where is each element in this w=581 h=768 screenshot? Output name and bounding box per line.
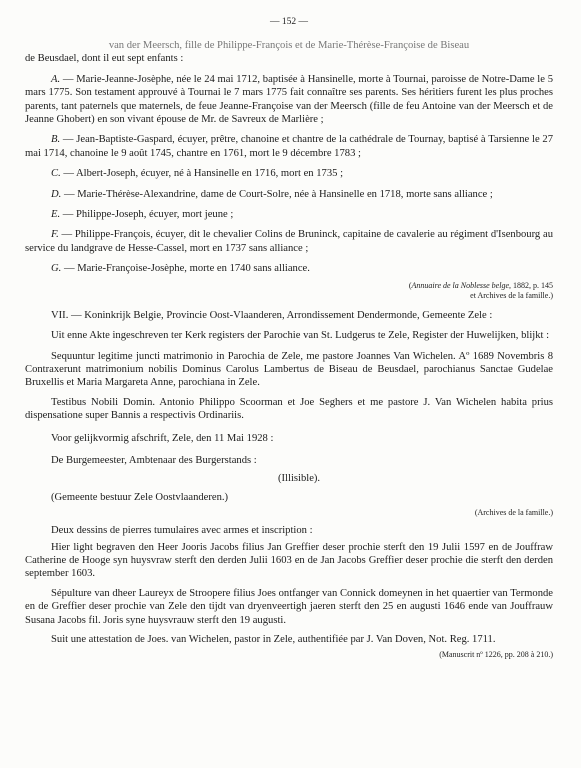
child-e-letter: E.: [51, 209, 61, 221]
child-d: [25, 188, 553, 201]
child-a-letter: A.: [51, 73, 61, 85]
child-c-text: — Albert-Joseph, écuyer, né à Hansinelle en 1716, mort en 1735 ;: [60, 168, 344, 180]
child-f: [25, 228, 553, 255]
attestation-note: Suit une attestation de Joes. van Wichelen, pastor in Zele, authentifiée par J. Van Doven, Not. Reg. 1711.: [51, 634, 496, 645]
section-vii-heading: VII. — Koninkrijk Belgie, Provincie Oost-Vlaanderen, Arrondissement Dendermonde, Gemeente Zele :: [51, 309, 493, 321]
reference-annuaire: [25, 281, 553, 291]
copy-certification: Voor gelijkvormig afschrift, Zele, den 11 Mai 1928 :: [51, 432, 274, 444]
child-d-text: — Marie-Thérèse-Alexandrine, dame de Court-Solre, née à Hansinelle en 1718, morte sans alliance ;: [61, 188, 493, 200]
child-c: [25, 167, 553, 180]
child-f-letter: F.: [51, 229, 59, 241]
reference-manuscript: (Manuscrit nº 1226, pp. 208 à 210.): [439, 650, 553, 660]
child-c-letter: C.: [51, 168, 61, 180]
intro-line: de Beusdael, dont il eut sept enfants :: [25, 53, 184, 65]
latin-record: Sequuntur legitime juncti matrimonio in Parochia de Zele, me pastore Joannes Van Wichelen. Aº 1689 Novembris 8 Contraxerunt matrimonium nobilis Dominus Carolus Lambertus de Biseau de Beusdael, parochianus Sanctae Gudelae Bruxellis et Maria Margareta Anne, parochiana in Zele.: [25, 350, 553, 389]
reference-annuaire-title: Annuaire de la Noblesse belge: [411, 280, 509, 290]
illegible-signature: (Illisible).: [278, 473, 321, 485]
latin-witnesses: Testibus Nobili Domin. Antonio Philippo Scoorman et Joe Seghers et me pastore J. Van Wichelen habita prius dispensatione super Bannis a respectivis Ordinariis.: [25, 396, 553, 422]
text-body: [25, 39, 553, 660]
reference-annuaire-line2: et Archives de la famille.): [470, 290, 553, 300]
child-g: [25, 262, 553, 275]
child-g-letter: G.: [51, 263, 62, 275]
reference-annuaire-open: (: [408, 280, 412, 290]
child-a-text: — Marie-Jeanne-Josèphe, née le 24 mai 1712, baptisée à Hansinelle, morte à Tournai, paroisse de Notre-Dame le 5 mars 1775. Son testament approuvé à Tournai le 7 mars 1775 fait connaître ses parents. Ses héritiers furent les plus proches parents, tant paternels que maternels, de feue Jeanne-Françoise van der Meersch (fille de feu Antoine van der Meersch et de Jeanne Ghobert) en son vivant épouse de Mr. de Savreux de Marlière ;: [25, 73, 553, 126]
child-b-text: — Jean-Baptiste-Gaspard, écuyer, prêtre, chanoine et chantre de la cathédrale de Tournay, baptisé à Tarsienne le 27 mai 1714, chanoine le 9 août 1745, chantre en 1761, mort le 9 décembre 1783 ;: [25, 134, 553, 159]
child-e-text: — Philippe-Joseph, écuyer, mort jeune ;: [60, 209, 234, 221]
child-g-text: — Marie-Françoise-Josèphe, morte en 1740 sans alliance.: [61, 263, 310, 275]
child-d-letter: D.: [51, 188, 62, 200]
reference-family-archives: (Archives de la famille.): [474, 508, 553, 518]
intro-line-faded: van der Meersch, fille de Philippe-François et de Marie-Thérèse-Françoise de Biseau: [108, 40, 470, 51]
tombstone-inscription-2: Sépulture van dheer Laureyx de Stroopere filius Joes ontfanger van Connick domeynen in het quaertier van Termonde en de Greffier deser prochie van Zele den tijdt van dryenveertigh jaeren sterft den 25 en augusti 1646 ende van Jouffrauw Susana Jacobs fil. Joris syne huysvrauw sterft den 19 augusti.: [25, 587, 553, 626]
akte-intro: Uit enne Akte ingeschreven ter Kerk registers der Parochie van St. Ludgerus te Zele, Register der Huwelijken, blijkt :: [51, 330, 550, 342]
page-number: — 152 —: [270, 17, 308, 27]
child-a: [25, 73, 553, 127]
mayor-line: De Burgemeester, Ambtenaar des Burgerstands :: [51, 454, 257, 466]
child-e: [25, 208, 553, 221]
child-f-text: — Philippe-François, écuyer, dit le chevalier Colins de Bruninck, capitaine de cavalerie au régiment d'Isenbourg au service du landgrave de Hesse-Cassel, mort en 1737 sans alliance ;: [25, 229, 553, 254]
child-b-letter: B.: [51, 134, 61, 146]
tombstone-inscription-1: Hier light begraven den Heer Jooris Jacobs filius Jan Greffier deser prochie sterft den 19 Julii 1597 en de Jouffraw Catherine de Hooge syn huysvraw sterft den derden Julii 1603 en de Jan Jacobs Greffier deser prochie die sterft den derden september 1603.: [25, 541, 553, 580]
municipality-note: (Gemeente bestuur Zele Oostvlaanderen.): [51, 491, 229, 503]
reference-annuaire-rest: , 1882, p. 145: [509, 280, 553, 290]
tombstones-intro: Deux dessins de pierres tumulaires avec armes et inscription :: [51, 525, 313, 537]
child-b: [25, 133, 553, 160]
